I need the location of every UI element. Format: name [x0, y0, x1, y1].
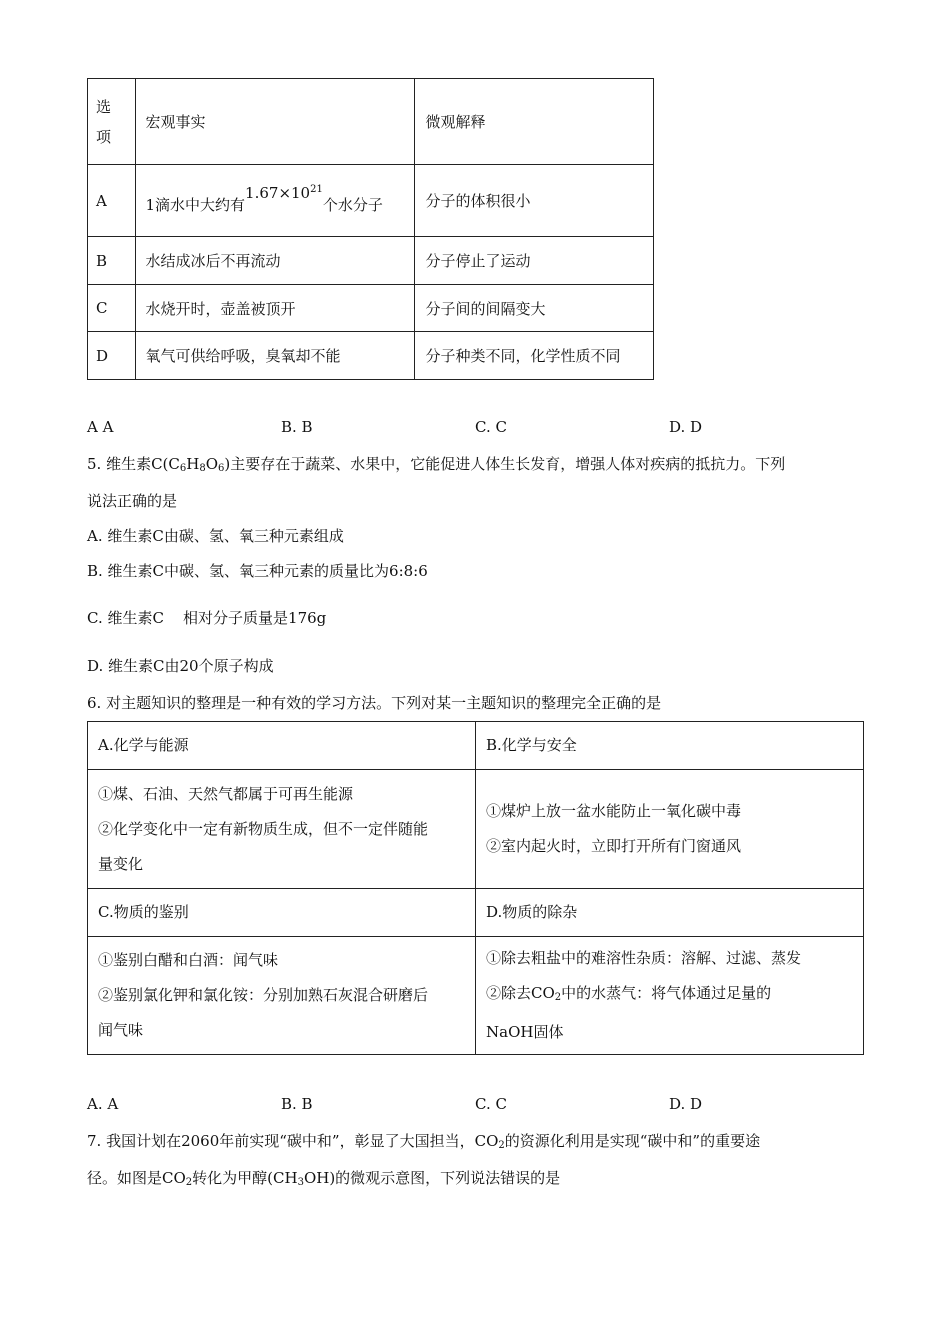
facts-table — [87, 78, 654, 380]
cell-b-content — [476, 770, 864, 889]
list-item: ②鉴别氯化钾和氯化铵：分别加熟石灰混合研磨后 — [98, 986, 429, 1004]
text-part: 的资源化利用是实现“碳中和”的重要途 — [504, 1132, 761, 1150]
subscript: 2 — [498, 1140, 505, 1151]
q5-stem-part: H — [186, 455, 200, 473]
row-option: C — [88, 285, 136, 332]
q4-option-c[interactable]: C. C — [475, 418, 507, 436]
q6-option-c[interactable]: C. C — [475, 1095, 507, 1113]
header-explain: 微观解释 — [415, 79, 654, 165]
subscript: 3 — [297, 1177, 304, 1188]
sci-mantissa: 1.67×10 — [245, 184, 311, 202]
list-item: ②化学变化中一定有新物质生成，但不一定伴随能 — [98, 819, 429, 838]
row-explain: 分子的体积很小 — [415, 165, 654, 237]
q4-option-b[interactable]: B. B — [281, 418, 313, 436]
q5-stem — [87, 453, 785, 474]
sci-exponent: 21 — [310, 184, 323, 195]
list-item: ①煤炉上放一盆水能防止一氧化碳中毒 — [486, 802, 742, 820]
row-explain: 分子间的间隔变大 — [415, 285, 654, 332]
q4-option-d[interactable]: D. D — [669, 418, 703, 436]
table-row — [88, 285, 654, 332]
cell-c-title: C.物质的鉴别 — [88, 889, 476, 937]
table-row — [88, 165, 654, 237]
subscript: 6 — [218, 463, 225, 474]
list-item: ②室内起火时，立即打开所有门窗通风 — [486, 837, 742, 855]
row-option: B — [88, 237, 136, 285]
cell-a-title: A.化学与能源 — [88, 722, 476, 770]
header-fact: 宏观事实 — [135, 79, 415, 165]
table-row — [88, 332, 654, 380]
q7-stem-line2 — [87, 1167, 560, 1188]
q6-option-d[interactable]: D. D — [669, 1095, 703, 1113]
q6-option-b[interactable]: B. B — [281, 1095, 313, 1113]
row-fact: 水结成冰后不再流动 — [135, 237, 415, 285]
text-part: 7. 我国计划在2060年前实现“碳中和”，彰显了大国担当，CO — [87, 1132, 499, 1150]
row-option: D — [88, 332, 136, 380]
table-row — [88, 722, 864, 770]
row-explain: 分子种类不同，化学性质不同 — [415, 332, 654, 380]
row-explain: 分子停止了运动 — [415, 237, 654, 285]
subscript: 6 — [179, 463, 187, 474]
subscript: 2 — [554, 992, 562, 1003]
q6-option-a[interactable]: A. A — [87, 1095, 119, 1113]
header-option — [88, 79, 136, 165]
text-part: ②除去CO — [486, 984, 555, 1002]
text-part: 径。如图是CO — [87, 1169, 186, 1187]
row-option: A — [88, 165, 136, 237]
row-fact: 水烧开时，壶盖被顶开 — [135, 285, 415, 332]
row-fact — [135, 165, 415, 237]
fact-text: 个水分子 — [322, 196, 383, 214]
q5-stem-part: 5. 维生素C(C — [87, 455, 180, 473]
q5-stem-part: O — [205, 455, 219, 473]
list-item — [486, 976, 853, 1015]
cell-b-title: B.化学与安全 — [476, 722, 864, 770]
text-part: 转化为甲醇(CH — [192, 1169, 298, 1187]
cell-c-content — [88, 937, 476, 1055]
list-item: 闻气味 — [98, 1021, 144, 1039]
q4-option-a[interactable]: A A — [87, 418, 114, 436]
text-part: 中的水蒸气：将气体通过足量的 — [561, 984, 772, 1002]
header-option-char: 项 — [96, 127, 112, 146]
q5-option-b[interactable]: B. 维生素C中碳、氢、氧三种元素的质量比为6:8:6 — [87, 562, 428, 580]
cell-d-title: D.物质的除杂 — [476, 889, 864, 937]
cell-a-content — [88, 770, 476, 889]
list-item: ①煤、石油、天然气都属于可再生能源 — [98, 784, 354, 803]
q5-option-a[interactable]: A. 维生素C由碳、氢、氧三种元素组成 — [87, 527, 344, 545]
table-row — [88, 937, 864, 1055]
q7-stem-line1 — [87, 1130, 760, 1151]
table-header-row — [88, 79, 654, 165]
q6-stem: 6. 对主题知识的整理是一种有效的学习方法。下列对某一主题知识的整理完全正确的是 — [87, 694, 662, 712]
q5-option-c[interactable]: C. 维生素C 相对分子质量是176g — [87, 609, 327, 627]
q5-stem-part: )主要存在于蔬菜、水果中，它能促进人体生长发育，增强人体对疾病的抵抗力。下列 — [224, 455, 786, 473]
header-option-char: 选 — [96, 97, 112, 116]
list-item: ①除去粗盐中的难溶性杂质：溶解、过滤、蒸发 — [486, 949, 802, 967]
table-row — [88, 770, 864, 889]
cell-d-content — [476, 937, 864, 1055]
q5-stem-line2: 说法正确的是 — [87, 492, 178, 510]
q5-option-d[interactable]: D. 维生素C由20个原子构成 — [87, 657, 274, 675]
topics-table — [87, 721, 864, 1055]
row-fact: 氧气可供给呼吸，臭氧却不能 — [135, 332, 415, 380]
text-part: OH)的微观示意图，下列说法错误的是 — [303, 1169, 561, 1187]
table-row — [88, 237, 654, 285]
subscript: 8 — [199, 463, 206, 474]
fact-text: 1滴水中大约有 — [145, 196, 246, 214]
table-row — [88, 889, 864, 937]
list-item: ①鉴别白醋和白酒：闻气味 — [98, 951, 279, 969]
list-item: 量变化 — [98, 854, 144, 873]
subscript: 2 — [185, 1177, 193, 1188]
list-item: NaOH固体 — [486, 1023, 564, 1041]
